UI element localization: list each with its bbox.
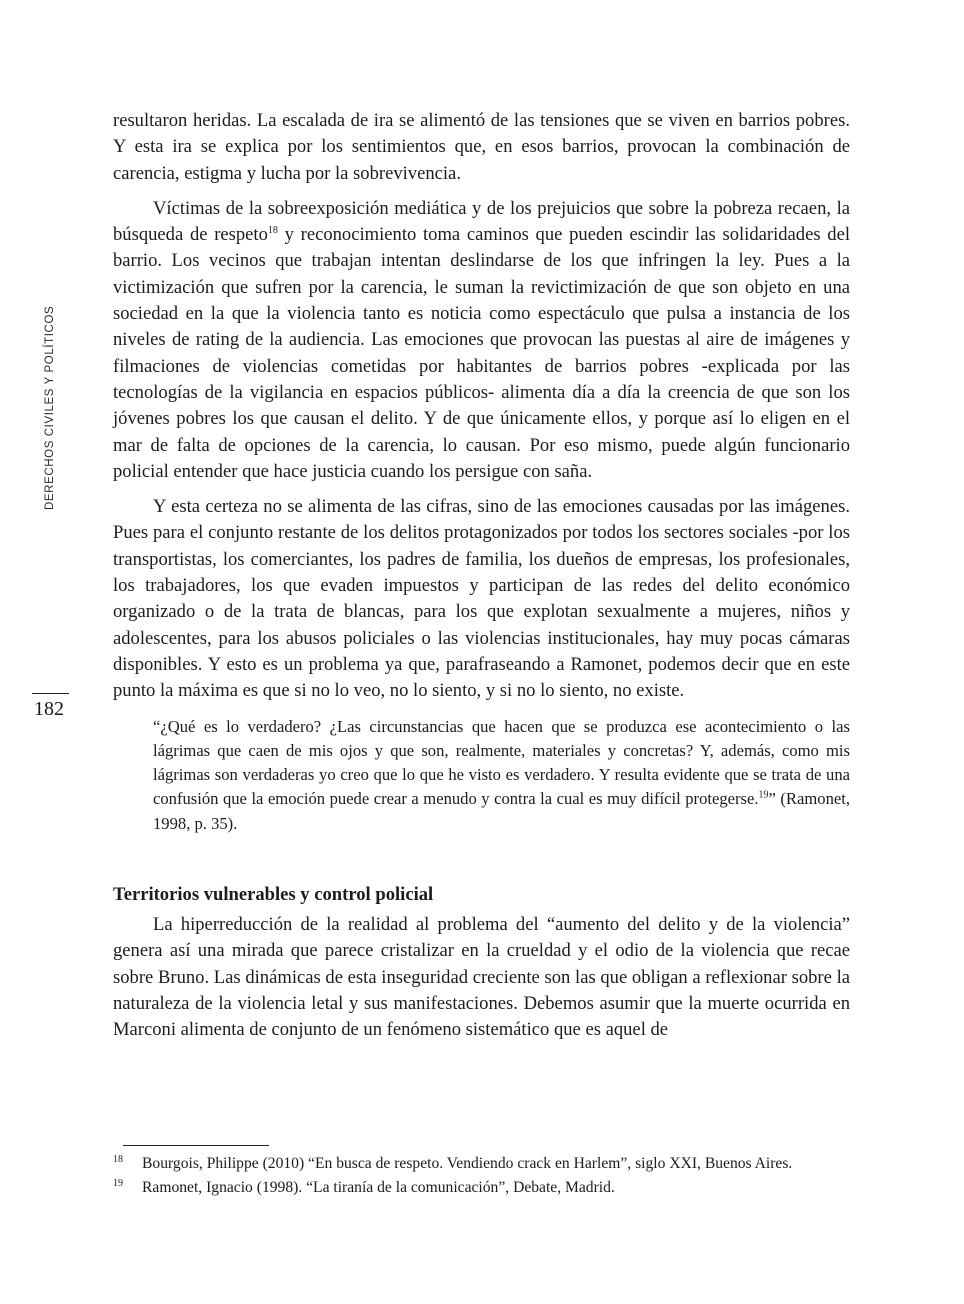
footnote-text: Ramonet, Ignacio (1998). “La tiranía de la comunicación”, Debate, Madrid. [142,1178,615,1196]
footnote [113,1176,850,1200]
footnote-ref-19[interactable]: 19 [758,789,769,801]
footnote-number: 19 [113,1177,123,1189]
paragraph-1: resultaron heridas. La escalada de ira se alimentó de las tensiones que se viven en barrios pobres. Y esta ira se explica por los sentimientos que, en esos barrios, provocan la combinación de carencia, estigma y lucha por la sobrevivencia. [113,110,850,184]
page-number-rule [32,693,69,694]
block-quote [153,715,850,836]
body-text [113,108,850,1044]
footnote [113,1152,850,1176]
paragraph-2-part-a: Víctimas de la sobreexposición mediática y de los prejuicios que sobre la pobreza recaen, la búsqueda de respeto [113,197,850,246]
paragraph-2 [113,196,850,485]
paragraph-3: Y esta certeza no se alimenta de las cifras, sino de las emociones causadas por las imágenes. Pues para el conjunto restante de los delitos protagonizados por todos los sectores sociales -por los transportistas, los comerciantes, los padres de familia, los dueños de empresas, los profesionales, los trabajadores, los que evaden impuestos y participan de las redes del delito económico organizado o de la trata de blancas, para los que explotan sexualmente a mujeres, niños y adolescentes, para los abusos policiales o las violencias institucionales, hay muy pocas cámaras disponibles. Y esto es un problema ya que, parafraseando a Ramonet, podemos decir que en este punto la máxima es que si no lo veo, no lo siento, y si no lo siento, no existe. [113,496,850,702]
quote-citation: ” (Ramonet, 1998, p. 35). [153,789,850,833]
footnote-ref-18[interactable]: 18 [267,225,278,236]
footnote-separator [123,1145,269,1146]
footnote-number: 18 [113,1154,123,1165]
running-section-title: DERECHOS CIVILES Y POLÍTICOS [44,305,56,510]
section-paragraph-1: La hiperreducción de la realidad al problema del “aumento del delito y de la violencia” genera así una mirada que parece cristalizar en la crueldad y el odio de la violencia que recae sobre Bruno. Las dinámicas de esta inseguridad creciente son las que obligan a reflexionar sobre la naturaleza de la violencia letal y sus manifestaciones. Debemos asumir que la muerte ocurrida en Marconi alimenta de conjunto de un fenómeno sistemático que es aquel de [113,914,850,1041]
section-heading: Territorios vulnerables y control policial [113,884,434,906]
footnote-text: Bourgois, Philippe (2010) “En busca de respeto. Vendiendo crack en Harlem”, siglo XXI, Buenos Aires. [142,1155,793,1172]
paragraph-2-part-b: y reconocimiento toma caminos que pueden escindir las solidaridades del barrio. Los vecinos que trabajan intentan deslindarse de los que infringen la ley. Pues a la victimización que sufren por la carencia, le suman la revictimización de que son objeto en una sociedad en la que la violencia tanto es noticia como espectáculo que pulsa a instancia de los niveles de rating de la audiencia. Las emociones que provocan las puestas al aire de imágenes y filmaciones de violencias cometidas por habitantes de barrios pobres -explicada por las tecnologías de la vigilancia en espacios públicos- alimenta día a día la creencia de que son los jóvenes pobres los que causan el delito. Y de que únicamente ellos, y porque así lo eligen en el mar de falta de opciones de la carencia, lo causan. Por eso mismo, puede algún funcionario policial entender que hace justicia cuando los persigue con saña. [113,224,851,482]
page-number: 182 [34,698,64,720]
footnotes [113,1152,850,1199]
quote-text: “¿Qué es lo verdadero? ¿Las circunstancias que hacen que se produzca ese acontecimiento o las lágrimas que caen de mis ojos y que son, realmente, materiales y concretas? Y, además, como mis lágrimas son verdaderas yo creo que lo que he visto es verdadero. Y resulta evidente que se trata de una confusión que la emoción puede crear a menudo y contra la cual es muy difícil protegerse. [153,716,850,809]
